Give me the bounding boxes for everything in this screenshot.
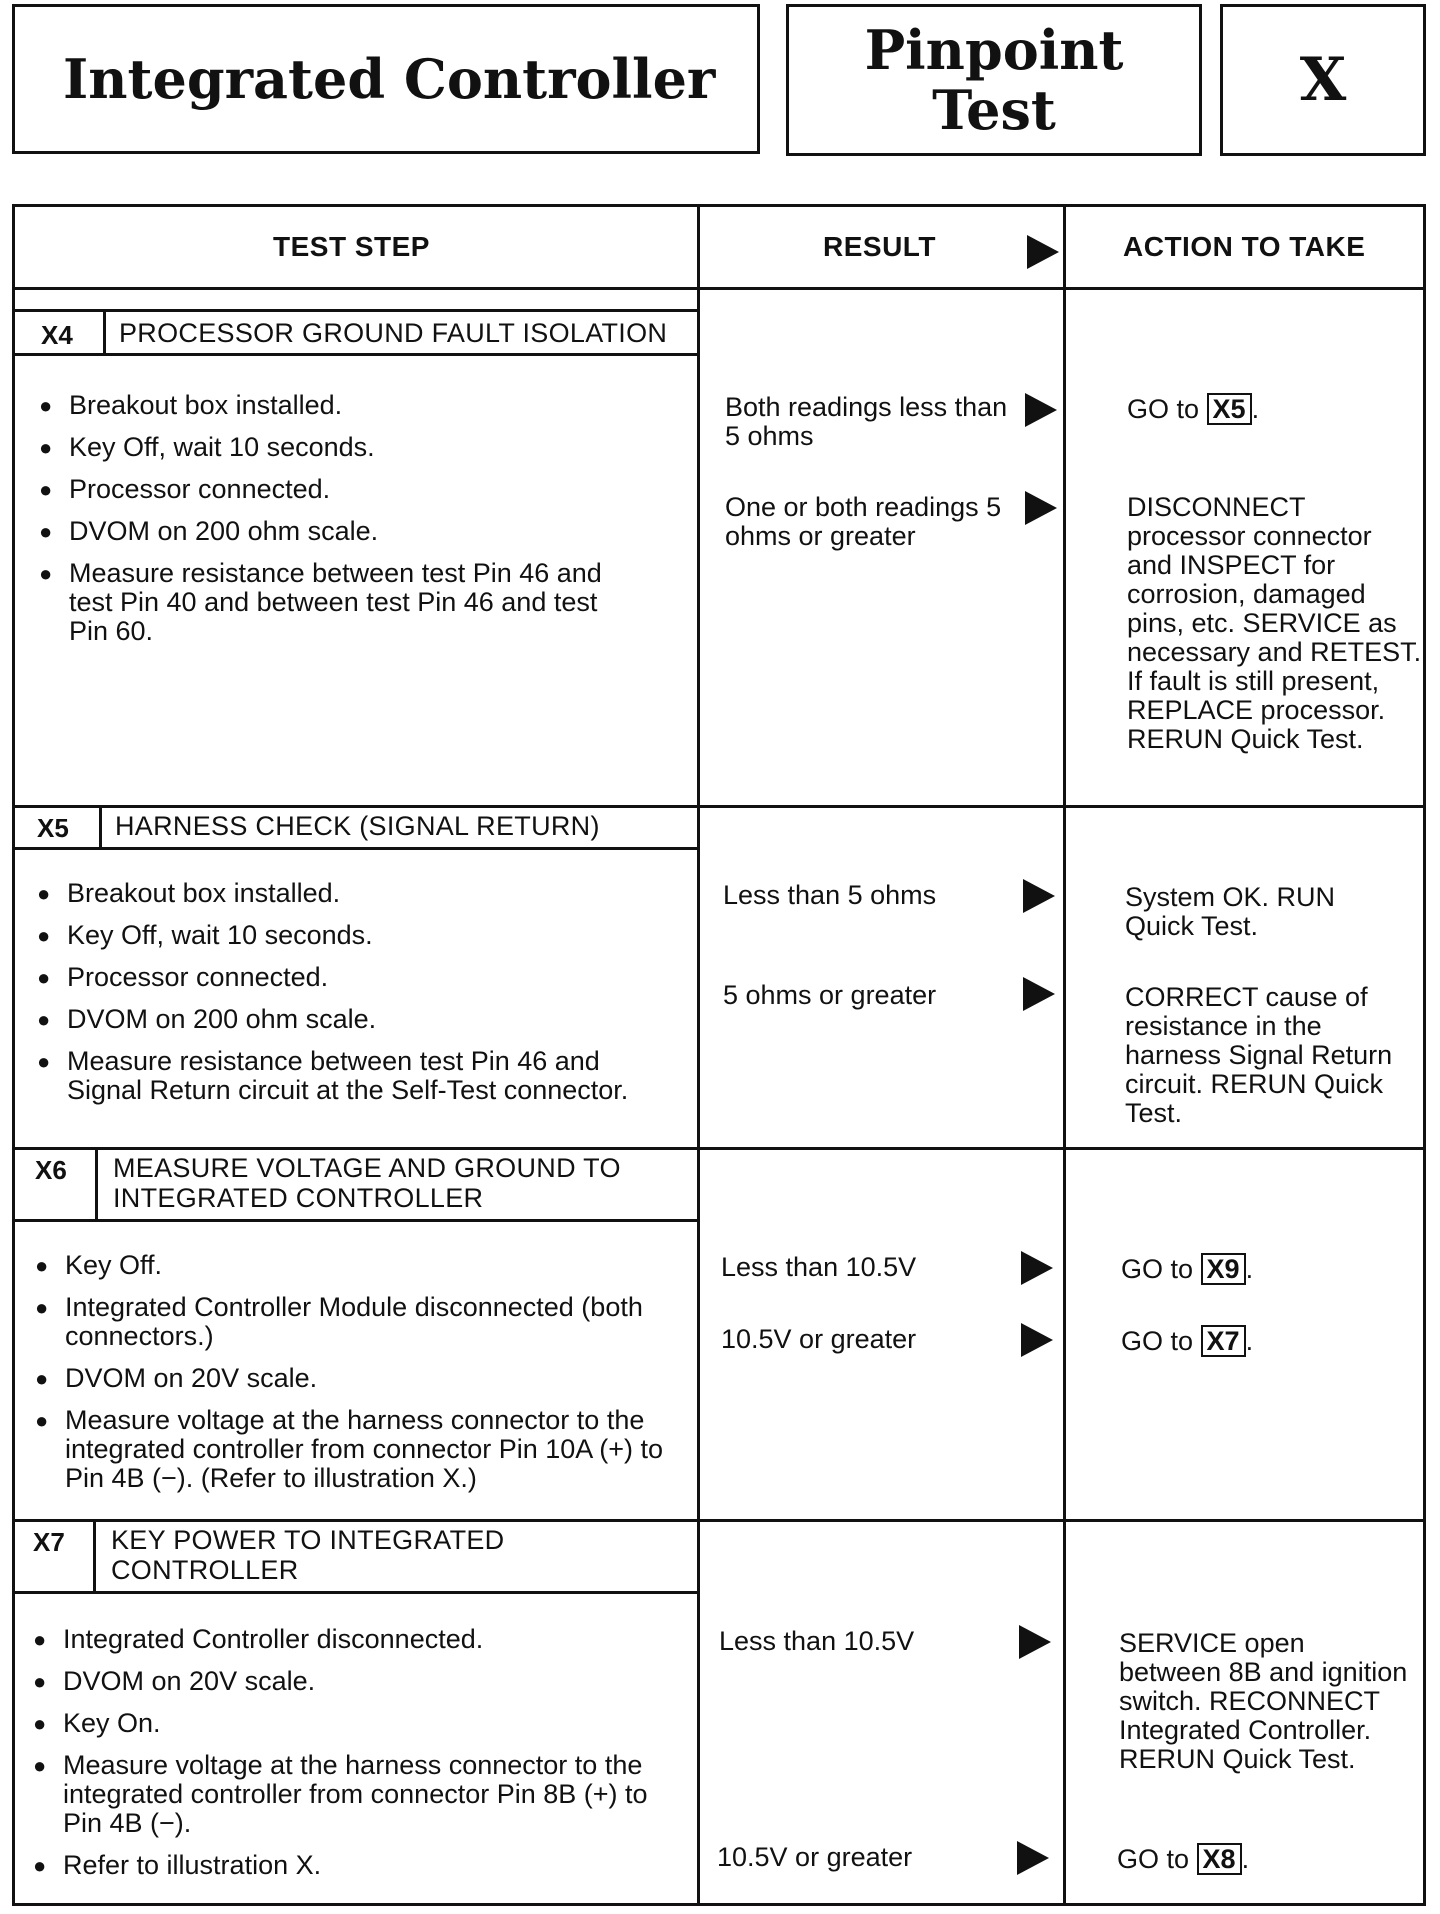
result-text: Both readings less than 5 ohms [725,392,1008,451]
step-reference-x8[interactable]: X8 [1197,1843,1242,1875]
list-item: ● Measure resistance between test Pin 46 and test Pin 40 and between test Pin 46 and test Pin 60. [39,559,639,646]
step-reference-x7[interactable]: X7 [1201,1325,1246,1357]
right-arrow-icon [1021,1251,1053,1285]
list-item: ● Key Off, wait 10 seconds. [39,433,639,462]
step-title: HARNESS CHECK (SIGNAL RETURN) [115,811,600,841]
action-text: SERVICE open between 8B and ignition switch. RECONNECT Integrated Controller. RERUN Quick Test. [1119,1628,1408,1774]
step-id: X4 [41,320,73,350]
column-header-test-step: TEST STEP [273,231,430,262]
row-divider [15,1147,1423,1150]
list-item: ● Measure resistance between test Pin 46 and Signal Return circuit at the Self-Test connector. [37,1047,677,1105]
pinpoint-test-label [786,4,1202,156]
action-goto: GO to X9 . [1121,1254,1254,1284]
right-arrow-icon [1023,879,1055,913]
page-title-text: Integrated Controller [63,47,716,111]
right-arrow-icon [1019,1625,1051,1659]
step-reference-x5[interactable]: X5 [1207,393,1252,425]
list-item: ● Processor connected. [39,475,639,504]
test-letter-box [1220,4,1426,156]
row-divider [15,1519,1423,1522]
list-item: ● Integrated Controller disconnected. [33,1625,673,1654]
step-title: KEY POWER TO INTEGRATED CONTROLLER [111,1525,505,1585]
result-text: Less than 10.5V [721,1252,917,1282]
list-item: ● Key Off, wait 10 seconds. [37,921,677,950]
row-divider [15,805,1423,808]
action-text: DISCONNECT processor connector and INSPECT for corrosion, damaged pins, etc. SERVICE as necessary and RETEST. If fault is still present, REPLACE processor. RERUN Quick Test. [1127,492,1422,754]
right-arrow-icon [1027,235,1059,269]
list-item: ● DVOM on 20V scale. [33,1667,673,1696]
action-text: CORRECT cause of resistance in the harness Signal Return circuit. RERUN Quick Test. [1125,982,1393,1128]
column-divider [1063,207,1066,1903]
header-divider [15,287,1423,290]
column-header-action: ACTION TO TAKE [1123,231,1366,262]
result-text: 10.5V or greater [721,1324,917,1354]
result-text: 10.5V or greater [717,1842,913,1872]
test-letter: X [1299,45,1347,115]
right-arrow-icon [1025,393,1057,427]
action-text: System OK. RUN Quick Test. [1125,882,1336,941]
action-goto: GO to X5 . [1127,394,1260,424]
action-goto: GO to X8 . [1117,1844,1250,1874]
list-item: ● Integrated Controller Module disconnected (both connectors.) [35,1293,675,1351]
page-title [12,4,760,154]
list-item: ● DVOM on 200 ohm scale. [37,1005,677,1034]
list-item: ● Processor connected. [37,963,677,992]
list-item: ● Measure voltage at the harness connector to the integrated controller from connector Pin 10A (+) to Pin 4B (−). (Refer to illustration X.) [35,1406,675,1493]
step-title: PROCESSOR GROUND FAULT ISOLATION [119,318,668,348]
step-id: X7 [33,1527,65,1557]
list-item: ● DVOM on 20V scale. [35,1364,675,1393]
column-header-result: RESULT [823,231,936,262]
action-goto: GO to X7 . [1121,1326,1254,1356]
result-text: Less than 5 ohms [723,880,937,910]
step-title: MEASURE VOLTAGE AND GROUND TO INTEGRATED CONTROLLER [113,1153,621,1213]
list-item: ● Key On. [33,1709,673,1738]
step-bullets [35,1251,675,1506]
result-text: 5 ohms or greater [723,980,937,1010]
test-line: Test [932,78,1056,142]
header-double-line [15,309,697,312]
column-divider [697,207,700,1903]
list-item: ● Breakout box installed. [39,391,639,420]
right-arrow-icon [1017,1841,1049,1875]
pinpoint-line: Pinpoint [864,18,1124,82]
step-id: X6 [35,1155,67,1185]
step-bullets [37,879,677,1118]
list-item: ● DVOM on 200 ohm scale. [39,517,639,546]
step-reference-x9[interactable]: X9 [1201,1253,1246,1285]
right-arrow-icon [1025,491,1057,525]
list-item: ● Measure voltage at the harness connector to the integrated controller from connector Pin 8B (+) to Pin 4B (−). [33,1751,673,1838]
right-arrow-icon [1023,977,1055,1011]
result-text: Less than 10.5V [719,1626,915,1656]
step-id: X5 [37,813,69,843]
result-text: One or both readings 5 ohms or greater [725,492,1002,551]
pinpoint-test-table [12,204,1426,1906]
list-item: ● Refer to illustration X. [33,1851,673,1880]
step-bullets [33,1625,673,1893]
right-arrow-icon [1021,1323,1053,1357]
list-item: ● Key Off. [35,1251,675,1280]
list-item: ● Breakout box installed. [37,879,677,908]
step-bullets [39,391,639,659]
